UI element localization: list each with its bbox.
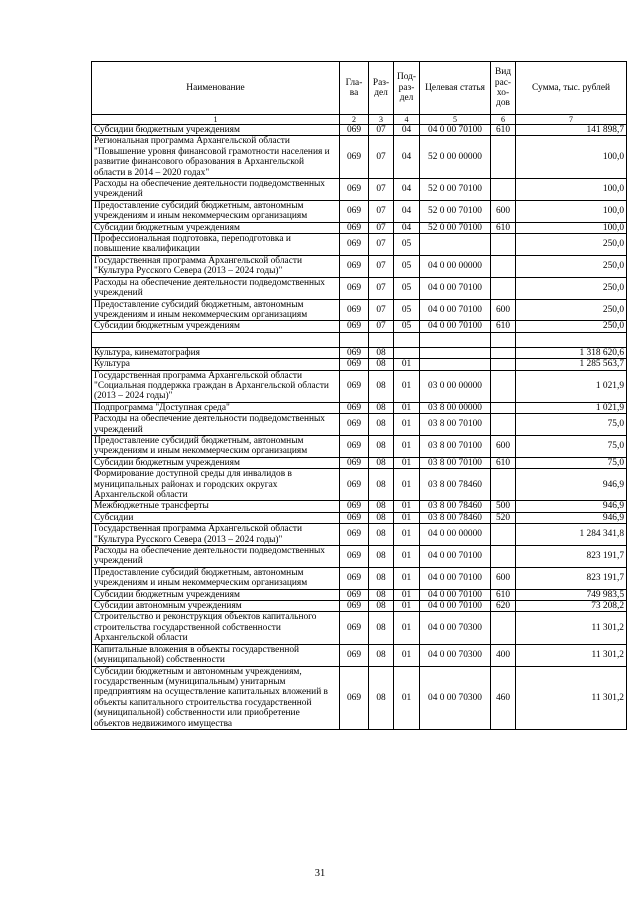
cell-csr: 04 0 00 70300 xyxy=(420,666,491,729)
cell-name: Предоставление субсидий бюджетным, автономным учреждениям и иным некоммерческим организациям xyxy=(92,567,340,589)
cell-csr: 52 0 00 70100 xyxy=(420,179,491,201)
cell-name: Формирование доступной среды для инвалидов в муниципальных районах и городских округах Архангельской области xyxy=(92,469,340,501)
cell-sum: 946,9 xyxy=(516,501,627,512)
cell-podrazdel: 01 xyxy=(394,612,420,644)
cell-podrazdel: 01 xyxy=(394,601,420,612)
cell-csr: 03 8 00 70100 xyxy=(420,435,491,457)
cell-name: Государственная программа Архангельской области "Культура Русского Севера (2013 – 2024 годы)" xyxy=(92,524,340,546)
cell-sum: 100,0 xyxy=(516,222,627,233)
column-number: 7 xyxy=(516,115,627,125)
cell-name: Строительство и реконструкция объектов капитального строительства государственной собственности Архангельской области xyxy=(92,612,340,644)
cell-csr: 04 0 00 70100 xyxy=(420,125,491,136)
cell-podrazdel: 01 xyxy=(394,359,420,370)
cell-name: Субсидии бюджетным учреждениям xyxy=(92,589,340,600)
cell-podrazdel: 01 xyxy=(394,666,420,729)
cell-razdel: 08 xyxy=(369,589,394,600)
cell-sum: 823 191,7 xyxy=(516,567,627,589)
cell-sum: 141 898,7 xyxy=(516,125,627,136)
column-number: 1 xyxy=(92,115,340,125)
table-row xyxy=(92,370,627,402)
header-sum: Сумма, тыс. рублей xyxy=(516,62,627,115)
cell-podrazdel: 04 xyxy=(394,200,420,222)
cell-sum: 250,0 xyxy=(516,234,627,256)
cell-vr xyxy=(491,277,516,299)
header-glava: Гла-ва xyxy=(340,62,369,115)
cell-name: Субсидии бюджетным учреждениям xyxy=(92,321,340,332)
table-row xyxy=(92,200,627,222)
cell-name: Предоставление субсидий бюджетным, автономным учреждениям и иным некоммерческим организациям xyxy=(92,200,340,222)
cell-vr: 500 xyxy=(491,501,516,512)
cell-glava: 069 xyxy=(340,435,369,457)
table-row xyxy=(92,321,627,332)
cell-csr: 52 0 00 70100 xyxy=(420,200,491,222)
cell-podrazdel: 04 xyxy=(394,136,420,179)
cell-sum xyxy=(516,332,627,347)
cell-podrazdel: 04 xyxy=(394,222,420,233)
page-number: 31 xyxy=(314,868,326,879)
table-header-row xyxy=(92,62,627,115)
cell-razdel: 08 xyxy=(369,370,394,402)
cell-glava: 069 xyxy=(340,414,369,436)
cell-podrazdel: 01 xyxy=(394,589,420,600)
cell-name: Региональная программа Архангельской области "Повышение уровня финансовой грамотности населения и развитие финансового образования в Архангельской области в 2014 – 2020 годах" xyxy=(92,136,340,179)
cell-vr xyxy=(491,370,516,402)
table-row xyxy=(92,666,627,729)
cell-csr: 03 8 00 70100 xyxy=(420,414,491,436)
cell-vr: 610 xyxy=(491,222,516,233)
cell-glava: 069 xyxy=(340,644,369,666)
cell-razdel: 08 xyxy=(369,666,394,729)
table-row xyxy=(92,234,627,256)
cell-razdel: 07 xyxy=(369,200,394,222)
cell-name: Расходы на обеспечение деятельности подведомственных учреждений xyxy=(92,277,340,299)
cell-podrazdel: 01 xyxy=(394,567,420,589)
cell-csr: 04 0 00 70100 xyxy=(420,546,491,568)
cell-glava: 069 xyxy=(340,255,369,277)
cell-glava: 069 xyxy=(340,200,369,222)
cell-razdel: 08 xyxy=(369,644,394,666)
cell-sum: 100,0 xyxy=(516,200,627,222)
cell-csr: 04 0 00 70300 xyxy=(420,644,491,666)
cell-csr: 03 0 00 00000 xyxy=(420,370,491,402)
cell-podrazdel: 01 xyxy=(394,501,420,512)
table-row xyxy=(92,524,627,546)
budget-table xyxy=(91,61,627,730)
table-row xyxy=(92,469,627,501)
table-body xyxy=(92,125,627,730)
cell-vr: 610 xyxy=(491,589,516,600)
cell-razdel: 08 xyxy=(369,359,394,370)
cell-razdel: 08 xyxy=(369,567,394,589)
cell-razdel: 08 xyxy=(369,347,394,358)
cell-csr xyxy=(420,234,491,256)
cell-razdel: 08 xyxy=(369,601,394,612)
table-row xyxy=(92,347,627,358)
cell-podrazdel: 01 xyxy=(394,644,420,666)
cell-sum: 1 021,9 xyxy=(516,370,627,402)
cell-razdel: 08 xyxy=(369,612,394,644)
cell-sum: 749 983,5 xyxy=(516,589,627,600)
cell-podrazdel: 05 xyxy=(394,321,420,332)
cell-glava: 069 xyxy=(340,666,369,729)
table-row xyxy=(92,601,627,612)
cell-vr: 600 xyxy=(491,200,516,222)
table-row xyxy=(92,179,627,201)
cell-podrazdel: 05 xyxy=(394,277,420,299)
cell-csr: 03 8 00 78460 xyxy=(420,512,491,523)
header-razdel: Раз-дел xyxy=(369,62,394,115)
cell-razdel: 08 xyxy=(369,469,394,501)
cell-vr xyxy=(491,234,516,256)
cell-glava: 069 xyxy=(340,359,369,370)
cell-csr: 04 0 00 70100 xyxy=(420,589,491,600)
cell-name: Предоставление субсидий бюджетным, автономным учреждениям и иным некоммерческим организациям xyxy=(92,299,340,321)
cell-name: Субсидии бюджетным учреждениям xyxy=(92,457,340,468)
cell-glava: 069 xyxy=(340,524,369,546)
cell-podrazdel: 01 xyxy=(394,370,420,402)
cell-razdel: 07 xyxy=(369,234,394,256)
cell-glava: 069 xyxy=(340,546,369,568)
cell-name: Субсидии xyxy=(92,512,340,523)
cell-podrazdel: 01 xyxy=(394,546,420,568)
cell-name: Расходы на обеспечение деятельности подведомственных учреждений xyxy=(92,546,340,568)
cell-razdel xyxy=(369,332,394,347)
cell-podrazdel: 01 xyxy=(394,402,420,413)
cell-csr: 03 8 00 00000 xyxy=(420,402,491,413)
cell-csr: 52 0 00 00000 xyxy=(420,136,491,179)
cell-sum: 823 191,7 xyxy=(516,546,627,568)
table-row xyxy=(92,512,627,523)
cell-podrazdel: 01 xyxy=(394,524,420,546)
cell-sum: 73 208,2 xyxy=(516,601,627,612)
cell-razdel: 08 xyxy=(369,402,394,413)
spacer-row xyxy=(92,332,627,347)
cell-name: Субсидии бюджетным учреждениям xyxy=(92,222,340,233)
cell-podrazdel: 01 xyxy=(394,414,420,436)
cell-podrazdel xyxy=(394,332,420,347)
cell-name: Государственная программа Архангельской области "Социальная поддержка граждан в Архангельской области (2013 – 2024 годы)" xyxy=(92,370,340,402)
cell-podrazdel: 01 xyxy=(394,512,420,523)
cell-name: Культура, кинематография xyxy=(92,347,340,358)
cell-sum: 1 284 341,8 xyxy=(516,524,627,546)
cell-sum: 250,0 xyxy=(516,299,627,321)
cell-name: Капитальные вложения в объекты государственной (муниципальной) собственности xyxy=(92,644,340,666)
cell-name xyxy=(92,332,340,347)
cell-vr: 610 xyxy=(491,457,516,468)
cell-podrazdel: 05 xyxy=(394,299,420,321)
cell-vr xyxy=(491,524,516,546)
cell-razdel: 07 xyxy=(369,136,394,179)
cell-name: Подпрограмма "Доступная среда" xyxy=(92,402,340,413)
cell-glava: 069 xyxy=(340,136,369,179)
column-number: 3 xyxy=(369,115,394,125)
cell-razdel: 08 xyxy=(369,457,394,468)
cell-csr xyxy=(420,359,491,370)
table-row xyxy=(92,125,627,136)
cell-vr: 610 xyxy=(491,125,516,136)
cell-sum: 946,9 xyxy=(516,512,627,523)
cell-glava: 069 xyxy=(340,469,369,501)
cell-glava: 069 xyxy=(340,457,369,468)
cell-sum: 11 301,2 xyxy=(516,666,627,729)
cell-glava: 069 xyxy=(340,179,369,201)
cell-csr: 04 0 00 70100 xyxy=(420,601,491,612)
column-number: 6 xyxy=(491,115,516,125)
cell-vr xyxy=(491,402,516,413)
table-row xyxy=(92,457,627,468)
cell-vr xyxy=(491,136,516,179)
table-row xyxy=(92,255,627,277)
cell-vr: 520 xyxy=(491,512,516,523)
column-number: 5 xyxy=(420,115,491,125)
cell-glava: 069 xyxy=(340,125,369,136)
cell-glava: 069 xyxy=(340,222,369,233)
cell-name: Предоставление субсидий бюджетным, автономным учреждениям и иным некоммерческим организациям xyxy=(92,435,340,457)
cell-name: Профессиональная подготовка, переподготовка и повышение квалификации xyxy=(92,234,340,256)
cell-glava: 069 xyxy=(340,589,369,600)
cell-vr xyxy=(491,347,516,358)
cell-csr: 04 0 00 70100 xyxy=(420,277,491,299)
cell-csr: 04 0 00 00000 xyxy=(420,255,491,277)
cell-vr xyxy=(491,414,516,436)
cell-podrazdel: 01 xyxy=(394,457,420,468)
cell-name: Субсидии бюджетным и автономным учреждениям, государственным (муниципальным) унитарным предприятиям на осуществление капитальных вложений в объекты капитального строительства государственной (муниципальной) собственности или приобретение объектов недвижимого имущества xyxy=(92,666,340,729)
cell-csr: 04 0 00 70100 xyxy=(420,567,491,589)
table-row xyxy=(92,402,627,413)
cell-podrazdel xyxy=(394,347,420,358)
cell-sum: 100,0 xyxy=(516,136,627,179)
cell-name: Субсидии бюджетным учреждениям xyxy=(92,125,340,136)
cell-razdel: 07 xyxy=(369,255,394,277)
cell-glava: 069 xyxy=(340,370,369,402)
header-csr: Целевая статья xyxy=(420,62,491,115)
cell-sum: 75,0 xyxy=(516,457,627,468)
cell-glava: 069 xyxy=(340,347,369,358)
cell-csr: 03 8 00 78460 xyxy=(420,469,491,501)
table-row xyxy=(92,501,627,512)
cell-sum: 250,0 xyxy=(516,255,627,277)
cell-vr: 400 xyxy=(491,644,516,666)
cell-podrazdel: 04 xyxy=(394,179,420,201)
header-vr: Вид рас-хо-дов xyxy=(491,62,516,115)
cell-razdel: 07 xyxy=(369,299,394,321)
header-name: Наименование xyxy=(92,62,340,115)
cell-name: Субсидии автономным учреждениям xyxy=(92,601,340,612)
cell-name: Расходы на обеспечение деятельности подведомственных учреждений xyxy=(92,414,340,436)
table-row xyxy=(92,299,627,321)
cell-vr xyxy=(491,546,516,568)
table-row xyxy=(92,435,627,457)
cell-razdel: 08 xyxy=(369,524,394,546)
cell-vr: 620 xyxy=(491,601,516,612)
cell-razdel: 08 xyxy=(369,546,394,568)
cell-glava: 069 xyxy=(340,277,369,299)
cell-vr: 610 xyxy=(491,321,516,332)
table-row xyxy=(92,567,627,589)
column-number: 4 xyxy=(394,115,420,125)
cell-glava: 069 xyxy=(340,321,369,332)
cell-razdel: 08 xyxy=(369,512,394,523)
cell-podrazdel: 05 xyxy=(394,234,420,256)
cell-csr: 52 0 00 70100 xyxy=(420,222,491,233)
cell-name: Государственная программа Архангельской области "Культура Русского Севера (2013 – 2024 годы)" xyxy=(92,255,340,277)
cell-name: Расходы на обеспечение деятельности подведомственных учреждений xyxy=(92,179,340,201)
cell-vr: 600 xyxy=(491,435,516,457)
table-row xyxy=(92,136,627,179)
cell-podrazdel: 01 xyxy=(394,469,420,501)
cell-podrazdel: 01 xyxy=(394,435,420,457)
cell-sum: 11 301,2 xyxy=(516,612,627,644)
cell-glava: 069 xyxy=(340,567,369,589)
cell-csr xyxy=(420,347,491,358)
cell-razdel: 07 xyxy=(369,179,394,201)
cell-razdel: 07 xyxy=(369,222,394,233)
cell-glava: 069 xyxy=(340,501,369,512)
cell-vr xyxy=(491,332,516,347)
cell-vr: 460 xyxy=(491,666,516,729)
cell-csr: 04 0 00 00000 xyxy=(420,524,491,546)
cell-glava: 069 xyxy=(340,612,369,644)
cell-sum: 75,0 xyxy=(516,435,627,457)
cell-name: Культура xyxy=(92,359,340,370)
cell-razdel: 07 xyxy=(369,125,394,136)
cell-razdel: 07 xyxy=(369,277,394,299)
cell-glava: 069 xyxy=(340,601,369,612)
cell-sum: 946,9 xyxy=(516,469,627,501)
cell-vr xyxy=(491,612,516,644)
cell-vr xyxy=(491,359,516,370)
cell-vr xyxy=(491,179,516,201)
cell-sum: 1 021,9 xyxy=(516,402,627,413)
cell-razdel: 07 xyxy=(369,321,394,332)
cell-sum: 1 318 620,6 xyxy=(516,347,627,358)
cell-csr: 04 0 00 70300 xyxy=(420,612,491,644)
table-row xyxy=(92,414,627,436)
table-row xyxy=(92,589,627,600)
cell-podrazdel: 05 xyxy=(394,255,420,277)
column-number: 2 xyxy=(340,115,369,125)
cell-razdel: 08 xyxy=(369,435,394,457)
cell-csr: 04 0 00 70100 xyxy=(420,299,491,321)
cell-glava: 069 xyxy=(340,234,369,256)
cell-vr: 600 xyxy=(491,299,516,321)
cell-sum: 1 285 563,7 xyxy=(516,359,627,370)
cell-csr: 04 0 00 70100 xyxy=(420,321,491,332)
cell-name: Межбюджетные трансферты xyxy=(92,501,340,512)
cell-vr: 600 xyxy=(491,567,516,589)
cell-csr xyxy=(420,332,491,347)
cell-razdel: 08 xyxy=(369,501,394,512)
table-row xyxy=(92,612,627,644)
cell-glava: 069 xyxy=(340,299,369,321)
cell-glava: 069 xyxy=(340,512,369,523)
table-row xyxy=(92,277,627,299)
cell-sum: 250,0 xyxy=(516,321,627,332)
cell-csr: 03 8 00 70100 xyxy=(420,457,491,468)
cell-csr: 03 8 00 78460 xyxy=(420,501,491,512)
cell-vr xyxy=(491,469,516,501)
cell-glava: 069 xyxy=(340,402,369,413)
header-podrazdel: Под-раз-дел xyxy=(394,62,420,115)
cell-razdel: 08 xyxy=(369,414,394,436)
table-row xyxy=(92,222,627,233)
table-row xyxy=(92,359,627,370)
cell-podrazdel: 04 xyxy=(394,125,420,136)
cell-vr xyxy=(491,255,516,277)
cell-sum: 100,0 xyxy=(516,179,627,201)
budget-table-sheet xyxy=(91,61,626,730)
table-row xyxy=(92,644,627,666)
cell-glava xyxy=(340,332,369,347)
column-numbers-row xyxy=(92,115,627,125)
table-row xyxy=(92,546,627,568)
cell-sum: 11 301,2 xyxy=(516,644,627,666)
cell-sum: 250,0 xyxy=(516,277,627,299)
cell-sum: 75,0 xyxy=(516,414,627,436)
